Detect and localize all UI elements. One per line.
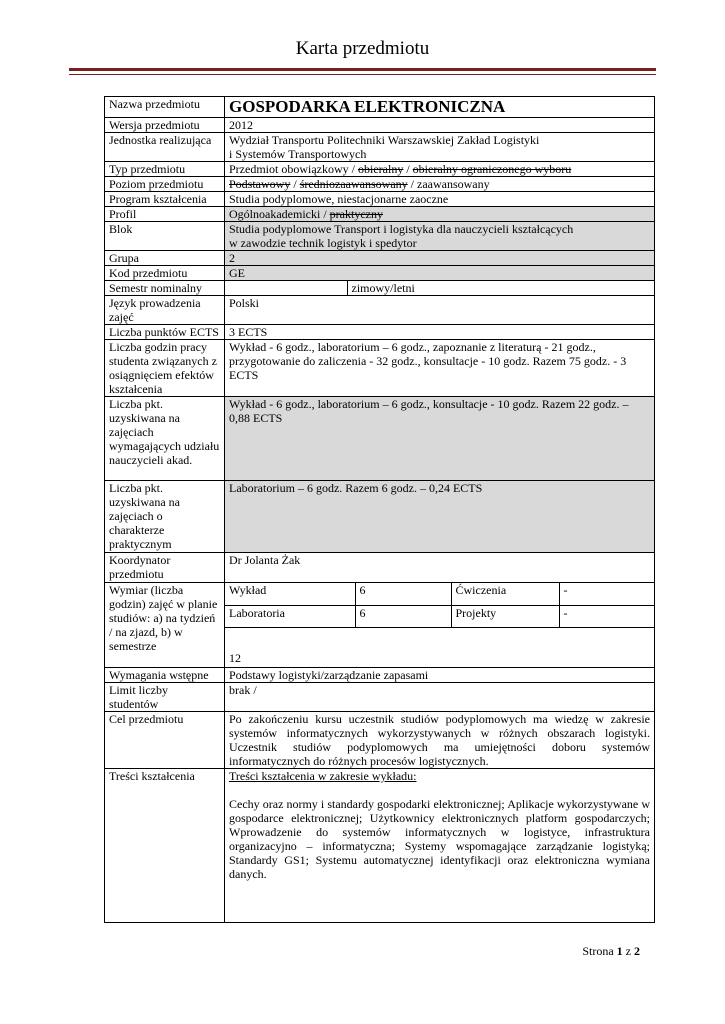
jednostka-line1: Wydział Transportu Politechniki Warszawskiej Zakład Logistyki <box>229 133 540 147</box>
blok-line1: Studia podyplomowe Transport i logistyka dla nauczycieli kształcących <box>229 222 574 236</box>
page-title: Karta przedmiotu <box>295 38 430 59</box>
wymiar-cwiczenia-label: Ćwiczenia <box>451 583 559 605</box>
profil-option-2: praktyczny <box>329 207 383 221</box>
value-profil <box>225 207 655 222</box>
wymiar-projekty-label: Projekty <box>451 605 559 627</box>
typ-option-2: obieralny <box>358 162 404 176</box>
label-program: Program kształcenia <box>105 192 225 207</box>
value-nazwa: GOSPODARKA ELEKTRONICZNA <box>225 97 655 118</box>
page-prefix: Strona <box>582 944 614 958</box>
value-cel: Po zakończeniu kursu uczestnik studiów podyplomowych ma wiedzę w zakresie systemów informatycznych wykorzystywanych w różnych obszarach logistyki. Uczestnik studiów podyplomowych ma umiejętności doboru systemów informatycznych do różnych procesów logistycznych. <box>225 712 655 769</box>
total-pages: 2 <box>634 944 640 958</box>
value-wymagania: Podstawy logistyki/zarządzanie zapasami <box>225 668 655 683</box>
label-kod: Kod przedmiotu <box>105 266 225 281</box>
wymiar-laboratoria-label: Laboratoria <box>225 605 355 627</box>
label-cel: Cel przedmiotu <box>105 712 225 769</box>
label-punkty: Liczba punktów ECTS <box>105 325 225 340</box>
poziom-option-1: Podstawowy <box>229 177 291 191</box>
label-pkt-praktyczny: Liczba pkt. uzyskiwana na zajęciach o charakterze praktycznym <box>105 481 225 553</box>
label-jednostka: Jednostka realizująca <box>105 133 225 162</box>
value-godziny: Wykład - 6 godz., laboratorium – 6 godz., zapoznanie z literaturą - 21 godz., przygotowanie do zaliczenia - 32 godz., konsultacje - 10 godz. Razem 75 godz. - 3 ECTS <box>225 340 655 397</box>
value-wymiar <box>225 583 655 668</box>
wymiar-wyklad-value: 6 <box>355 583 451 605</box>
poziom-option-2: średniozaawansowany <box>299 177 408 191</box>
poziom-option-3: zaawansowany <box>417 177 490 191</box>
wymiar-projekty-value: - <box>559 605 654 627</box>
label-poziom: Poziom przedmiotu <box>105 177 225 192</box>
value-wersja: 2012 <box>225 118 655 133</box>
separator: / <box>348 162 358 176</box>
wymiar-semestr-value: 12 <box>229 651 241 665</box>
label-tresci: Treści kształcenia <box>105 769 225 923</box>
label-pkt-nauczyciel: Liczba pkt. uzyskiwana na zajęciach wymagających udziału nauczycieli akad. <box>105 397 225 481</box>
current-page: 1 <box>616 944 623 958</box>
label-blok: Blok <box>105 222 225 251</box>
value-poziom <box>225 177 655 192</box>
profil-option-1: Ogólnoakademicki <box>229 207 321 221</box>
label-typ: Typ przedmiotu <box>105 162 225 177</box>
value-jezyk: Polski <box>225 296 655 325</box>
typ-option-1: Przedmiot obowiązkowy <box>229 162 349 176</box>
label-godziny: Liczba godzin pracy studenta związanych z osiągnięciem efektów kształcenia <box>105 340 225 397</box>
label-wymiar: Wymiar (liczba godzin) zajęć w planie studiów: a) na tydzień / na zjazd, b) w semestrze <box>105 583 225 668</box>
course-card-table <box>104 96 655 923</box>
separator: / <box>407 177 417 191</box>
page-number <box>560 944 640 959</box>
value-semestr <box>225 281 655 296</box>
label-limit: Limit liczby studentów <box>105 683 225 712</box>
value-limit: brak / <box>225 683 655 712</box>
separator: / <box>403 162 413 176</box>
jednostka-line2: i Systemów Transportowych <box>229 147 367 161</box>
label-koordynator: Koordynator przedmiotu <box>105 553 225 583</box>
separator: / <box>290 177 300 191</box>
page-of: z <box>625 944 631 958</box>
wymiar-laboratoria-value: 6 <box>355 605 451 627</box>
value-koordynator: Dr Jolanta Żak <box>225 553 655 583</box>
blok-line2: w zawodzie technik logistyk i spedytor <box>229 236 417 250</box>
semestr-value: zimowy/letni <box>351 281 415 295</box>
wymiar-cwiczenia-value: - <box>559 583 654 605</box>
header-divider-thin <box>69 74 656 75</box>
value-pkt-nauczyciel: Wykład - 6 godz., laboratorium – 6 godz., konsultacje - 10 godz. Razem 22 godz. – 0,88 ECTS <box>225 397 655 481</box>
value-tresci <box>225 769 655 923</box>
label-jezyk: Język prowadzenia zajęć <box>105 296 225 325</box>
value-pkt-praktyczny: Laboratorium – 6 godz. Razem 6 godz. – 0,24 ECTS <box>225 481 655 553</box>
label-wersja: Wersja przedmiotu <box>105 118 225 133</box>
value-grupa: 2 <box>225 251 655 266</box>
label-profil: Profil <box>105 207 225 222</box>
label-semestr: Semestr nominalny <box>105 281 225 296</box>
value-jednostka <box>225 133 655 162</box>
value-kod: GE <box>225 266 655 281</box>
label-nazwa: Nazwa przedmiotu <box>105 97 225 118</box>
label-grupa: Grupa <box>105 251 225 266</box>
separator: / <box>320 207 330 221</box>
header-divider <box>69 68 656 71</box>
label-wymagania: Wymagania wstępne <box>105 668 225 683</box>
wymiar-wyklad-label: Wykład <box>225 583 355 605</box>
value-typ <box>225 162 655 177</box>
value-punkty: 3 ECTS <box>225 325 655 340</box>
typ-option-3: obieralny ograniczonego wyboru <box>412 162 572 176</box>
value-blok <box>225 222 655 251</box>
value-program: Studia podyplomowe, niestacjonarne zaoczne <box>225 192 655 207</box>
tresci-body: Cechy oraz normy i standardy gospodarki elektronicznej; Aplikacje wykorzystywane w gospodarce elektronicznej; Użytkownicy elektronicznych platform gospodarczych; Wprowadzenie do systemów informatycznych w logistyce, infrastruktura organizacyjno – informatyczna; Systemy wspomagające zarządzanie logistyką; Standardy GS1; Systemu automatycznej identyfikacji oraz elektroniczna wymiana danych. <box>229 797 650 881</box>
tresci-heading: Treści kształcenia w zakresie wykładu: <box>229 769 417 783</box>
